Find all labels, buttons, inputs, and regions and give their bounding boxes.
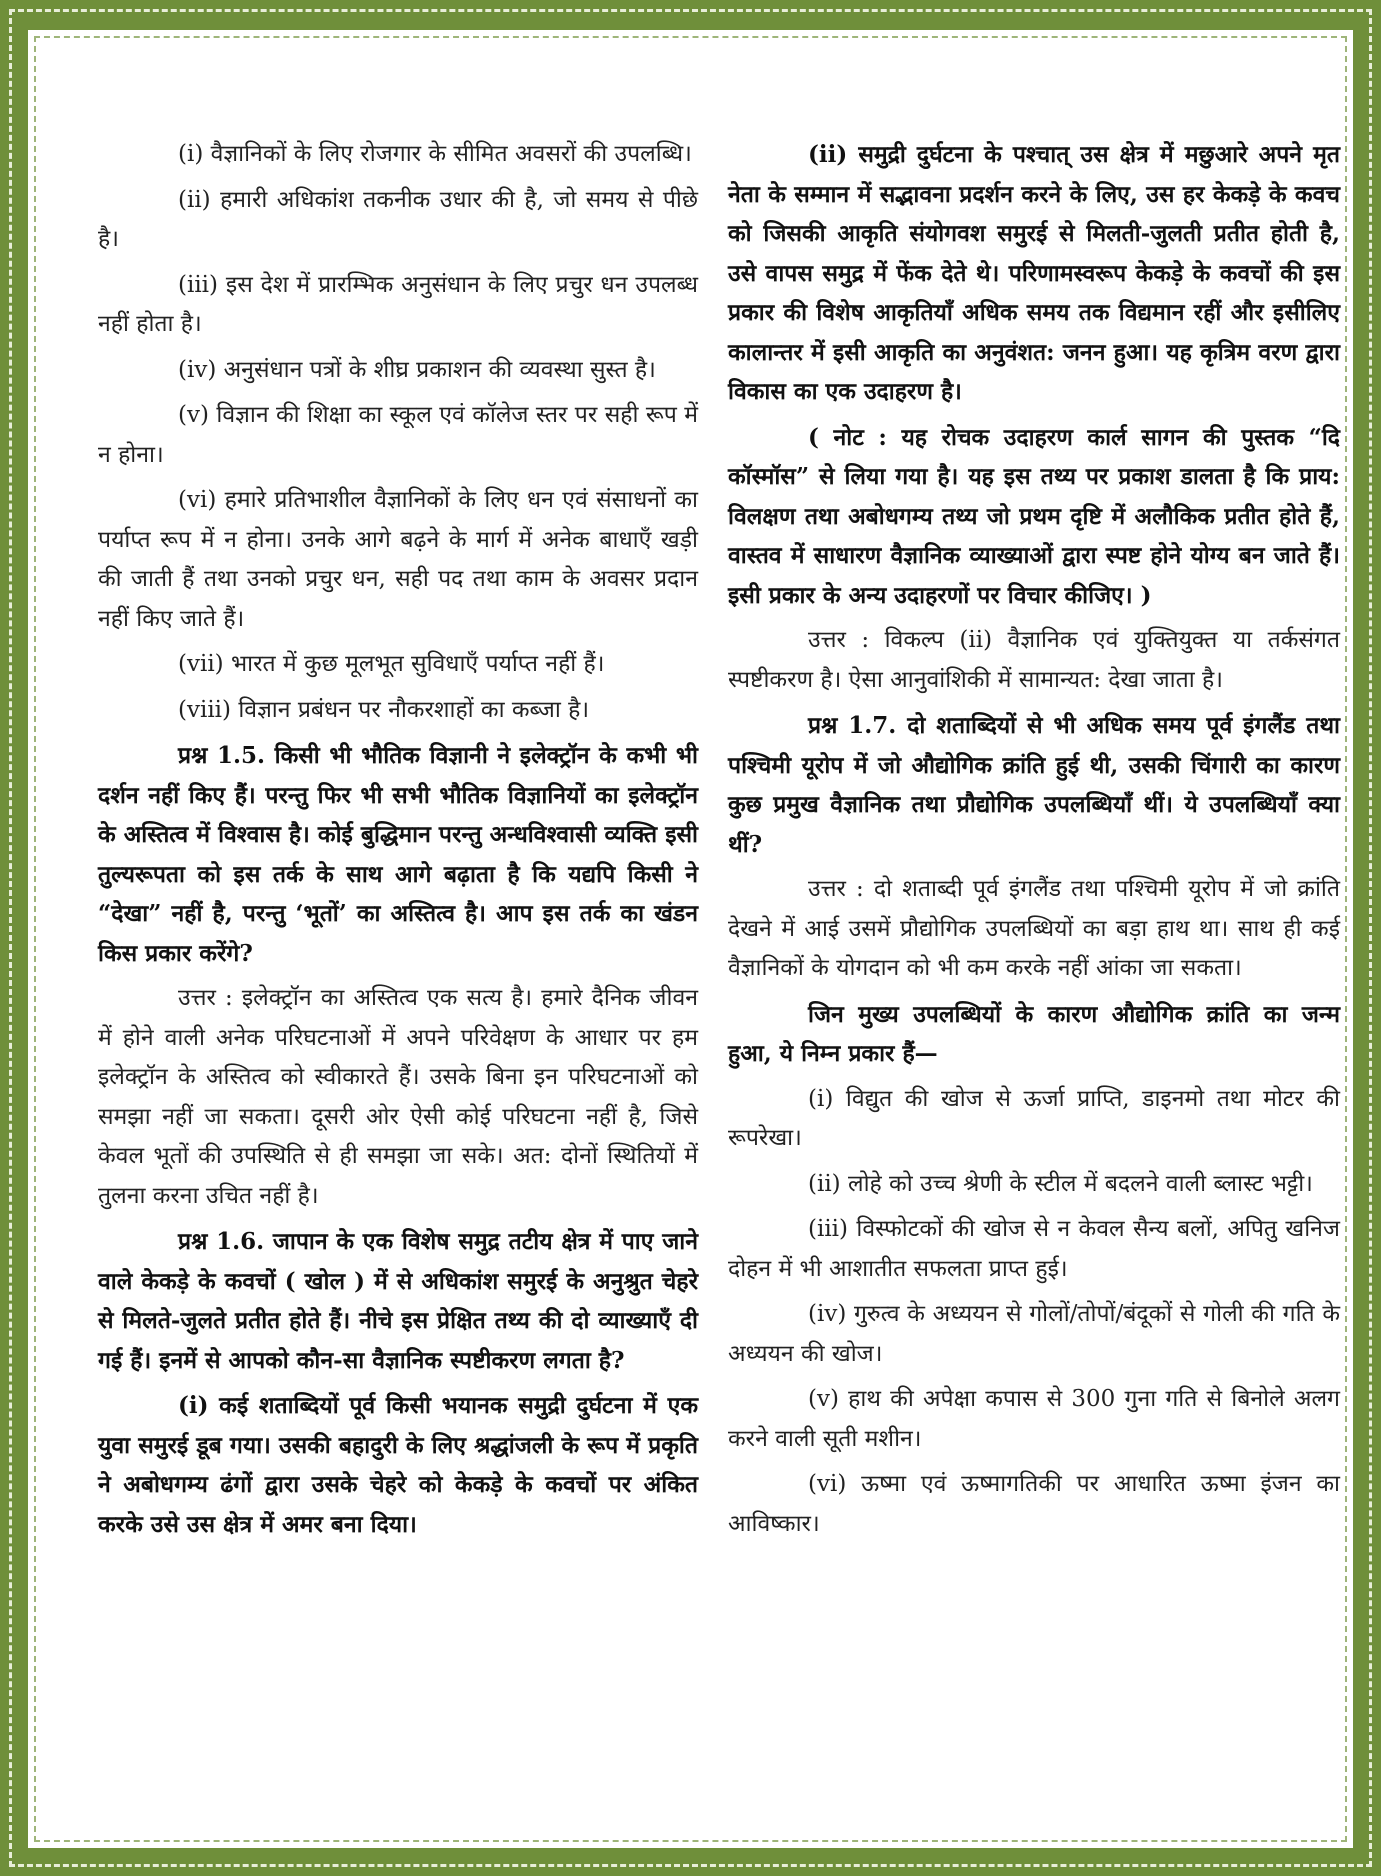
right-column [728,135,1340,1550]
left-para-7: (viii) विज्ञान प्रबंधन पर नौकरशाहों का कब्जा है। [178,696,590,723]
answer-1-7: उत्तर : दो शताब्दी पूर्व इंगलैंड तथा पश्चिमी यूरोप में जो क्रांति देखने में आई उसमें प्रौद्योगिक उपलब्धियों का बड़ा हाथ था। साथ ही कई वैज्ञानिकों के योगदान को भी कम करके नहीं आंका जा सकता। [728,876,1340,981]
option-1-6-ii: (ii) समुद्री दुर्घटना के पश्चात् उस क्षेत्र में मछुआरे अपने मृत नेता के सम्मान में सद्भावना प्रदर्शन करने के लिए, उस हर केकड़े के कवच को जिसकी आकृति संयोगवश समुरई से मिलती-जुलती प्रतीत होती है, उसे वापस समुद्र में फेंक देते थे। परिणामस्वरूप केकड़े के कवचों की इस प्रकार की विशेष आकृतियाँ अधिक समय तक विद्यमान रहीं और इसीलिए कालान्तर में इसी आकृति का अनुवंशत: जनन हुआ। यह कृत्रिम वरण द्वारा विकास का एक उदाहरण है। [728,141,1340,405]
left-para-6: (vii) भारत में कुछ मूलभूत सुविधाएँ पर्याप्त नहीं हैं। [178,651,605,677]
left-para-4: (v) विज्ञान की शिक्षा का स्कूल एवं कॉलेज स्तर पर सही रूप में न होना। [98,402,698,468]
achievement-v: (v) हाथ की अपेक्षा कपास से 300 गुना गति से बिनोले अलग करने वाली सूती मशीन। [728,1386,1340,1452]
left-column [98,135,698,1550]
left-para-5: (vi) हमारे प्रतिभाशील वैज्ञानिकों के लिए धन एवं संसाधनों का पर्याप्त रूप में न होना। उनके आगे बढ़ने के मार्ग में अनेक बाधाएँ खड़ी की जाती हैं तथा उनको प्रचुर धन, सही पद तथा काम के अवसर प्रदान नहीं किए जाते हैं। [98,487,698,632]
question-1-7: प्रश्न 1.7. दो शताब्दियों से भी अधिक समय पूर्व इंगलैंड तथा पश्चिमी यूरोप में जो औद्योगिक क्रांति हुई थी, उसकी चिंगारी का कारण कुछ प्रमुख वैज्ञानिक तथा प्रौद्योगिक उपलब्धियाँ थीं। ये उपलब्धियाँ क्या थीं? [728,712,1340,858]
left-para-0: (i) वैज्ञानिकों के लिए रोजगार के सीमित अवसरों की उपलब्धि। [178,141,692,167]
achievements-intro: जिन मुख्य उपलब्धियों के कारण औद्योगिक क्रांति का जन्म हुआ, ये निम्न प्रकार हैं— [728,1000,1340,1067]
note-paragraph: ( नोट : यह रोचक उदाहरण कार्ल सागन की पुस्तक “दि कॉस्मॉस” से लिया गया है। यह इस तथ्य पर प्रकाश डालता है कि प्राय: विलक्षण तथा अबोधगम्य तथ्य जो प्रथम दृष्टि में अलौकिक प्रतीत होते हैं, वास्तव में साधारण वैज्ञानिक व्याख्याओं द्वारा स्पष्ट होने योग्य बन जाते हैं। इसी प्रकार के अन्य उदाहरणों पर विचार कीजिए। ) [728,423,1340,609]
left-para-2: (iii) इस देश में प्रारम्भिक अनुसंधान के लिए प्रचुर धन उपलब्ध नहीं होता है। [98,271,698,337]
achievement-i: (i) विद्युत की खोज से ऊर्जा प्राप्ति, डाइनमो तथा मोटर की रूपरेखा। [728,1085,1340,1151]
option-1-6-i: (i) कई शताब्दियों पूर्व किसी भयानक समुद्री दुर्घटना में एक युवा समुरई डूब गया। उसकी बहादुरी के लिए श्रद्धांजली के रूप में प्रकृति ने अबोधगम्य ढंगों द्वारा उसके चेहरे को केकड़े के कवचों पर अंकित करके उसे उस क्षेत्र में अमर बना दिया। [98,1392,698,1538]
achievement-ii: (ii) लोहे को उच्च श्रेणी के स्टील में बदलने वाली ब्लास्ट भट्टी। [808,1170,1313,1197]
left-para-1: (ii) हमारी अधिकांश तकनीक उधार की है, जो समय से पीछे है। [98,186,698,252]
answer-1-6: उत्तर : विकल्प (ii) वैज्ञानिक एवं युक्तियुक्त या तर्कसंगत स्पष्टीकरण है। ऐसा आनुवांशिकी में सामान्यत: देखा जाता है। [728,627,1340,693]
left-para-3: (iv) अनुसंधान पत्रों के शीघ्र प्रकाशन की व्यवस्था सुस्त है। [178,356,656,383]
question-1-5: प्रश्न 1.5. किसी भी भौतिक विज्ञानी ने इलेक्ट्रॉन के कभी भी दर्शन नहीं किए हैं। परन्तु फिर भी सभी भौतिक विज्ञानियों का इलेक्ट्रॉन के अस्तित्व में विश्वास है। कोई बुद्धिमान परन्तु अन्धविश्वासी व्यक्ति इसी तुल्यरूपता को इस तर्क के साथ आगे बढ़ाता है कि यद्यपि किसी ने “देखा” नहीं है, परन्तु ‘भूतों’ का अस्तित्व है। आप इस तर्क का खंडन किस प्रकार करेंगे? [98,742,698,967]
achievement-iv: (iv) गुरुत्व के अध्ययन से गोलों/तोपों/बंदूकों से गोली की गति के अध्ययन की खोज। [728,1301,1340,1367]
achievement-iii: (iii) विस्फोटकों की खोज से न केवल सैन्य बलों, अपितु खनिज दोहन में भी आशातीत सफलता प्राप्त हुई। [728,1216,1340,1282]
document-page [28,30,1353,1848]
question-1-6: प्रश्न 1.6. जापान के एक विशेष समुद्र तटीय क्षेत्र में पाए जाने वाले केकड़े के कवचों ( खोल ) में से अधिकांश समुरई के अनुश्रुत चेहरे से मिलते-जुलते प्रतीत होते हैं। नीचे इस प्रेक्षित तथ्य की दो व्याख्याएँ दी गई हैं। इनमें से आपको कौन-सा वैज्ञानिक स्पष्टीकरण लगता है? [98,1228,698,1374]
achievement-vi: (vi) ऊष्मा एवं ऊष्मागतिकी पर आधारित ऊष्मा इंजन का आविष्कार। [728,1471,1340,1537]
answer-1-5: उत्तर : इलेक्ट्रॉन का अस्तित्व एक सत्य है। हमारे दैनिक जीवन में होने वाली अनेक परिघटनाओं में अपने परिवेक्षण के आधार पर हम इलेक्ट्रॉन के अस्तित्व को स्वीकारते हैं। उसके बिना इन परिघटनाओं को समझा नहीं जा सकता। दूसरी ओर ऐसी कोई परिघटना नहीं है, जिसे केवल भूतों की उपस्थिति से ही समझा जा सके। अत: दोनों स्थितियों में तुलना करना उचित नहीं है। [98,985,698,1209]
